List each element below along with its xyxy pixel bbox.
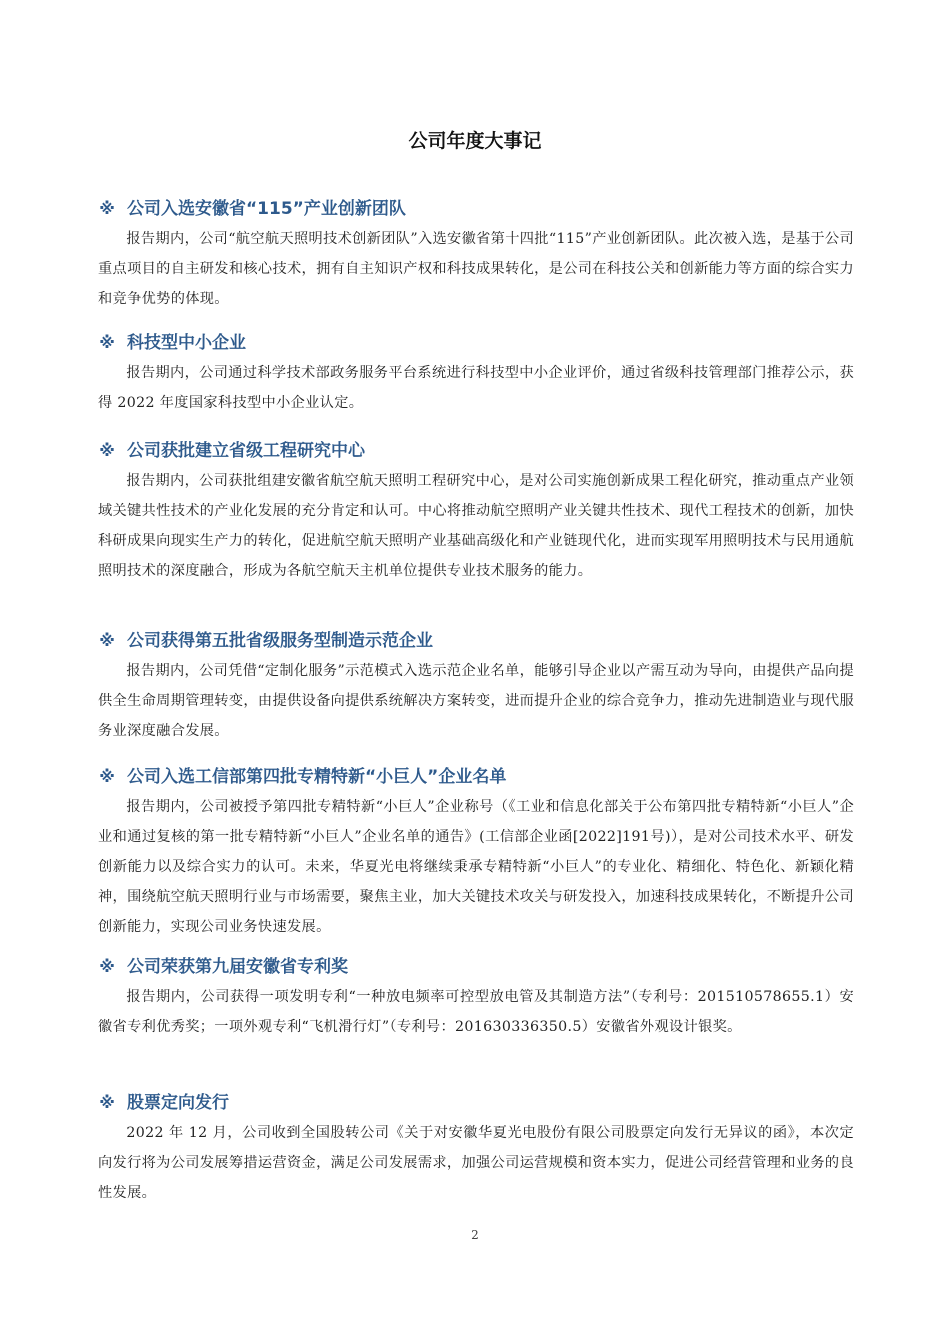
- section-heading-text: 公司获得第五批省级服务型制造示范企业: [127, 631, 433, 651]
- section-heading-text: 公司入选安徽省“115”产业创新团队: [127, 199, 406, 219]
- section-heading-text: 科技型中小企业: [127, 333, 246, 353]
- reference-mark-icon: ※: [99, 1093, 115, 1112]
- section-heading: [98, 628, 854, 654]
- section-115-innovation-team: [98, 196, 854, 314]
- section-heading: [98, 954, 854, 980]
- reference-mark-icon: ※: [99, 631, 115, 650]
- section-heading-text: 公司荣获第九届安徽省专利奖: [127, 957, 348, 977]
- section-body: 报告期内，公司获批组建安徽省航空航天照明工程研究中心，是对公司实施创新成果工程化研究，推动重点产业领域关键共性技术的产业化发展的充分肯定和认可。中心将推动航空照明产业关键共性技术、现代工程技术的创新，加快科研成果向现实生产力的转化，促进航空航天照明产业基础高级化和产业链现代化，进而实现军用照明技术与民用通航照明技术的深度融合，形成为各航空航天主机单位提供专业技术服务的能力。: [98, 473, 854, 579]
- section-body: 报告期内，公司“航空航天照明技术创新团队”入选安徽省第十四批“115”产业创新团队。此次被入选，是基于公司重点项目的自主研发和核心技术，拥有自主知识产权和科技成果转化，是公司在科技公关和创新能力等方面的综合实力和竞争优势的体现。: [98, 231, 854, 307]
- section-body: 报告期内，公司被授予第四批专精特新“小巨人”企业称号（《工业和信息化部关于公布第四批专精特新“小巨人”企业和通过复核的第一批专精特新“小巨人”企业名单的通告》(工信部企业函[2022]191号)），是对公司技术水平、研发创新能力以及综合实力的认可。未来，华夏光电将继续秉承专精特新“小巨人”的专业化、精细化、特色化、新颖化精神，围绕航空航天照明行业与市场需要，聚焦主业，加大关键技术攻关与研发投入，加速科技成果转化，不断提升公司创新能力，实现公司业务快速发展。: [98, 799, 854, 935]
- section-heading: [98, 1090, 854, 1116]
- section-engineering-center: [98, 438, 854, 586]
- page-title: 公司年度大事记: [408, 130, 542, 152]
- reference-mark-icon: ※: [99, 767, 115, 786]
- section-body: 报告期内，公司通过科学技术部政务服务平台系统进行科技型中小企业评价，通过省级科技管理部门推荐公示，获得 2022 年度国家科技型中小企业认定。: [98, 365, 854, 411]
- section-heading: [98, 438, 854, 464]
- reference-mark-icon: ※: [99, 199, 115, 218]
- section-heading-text: 公司入选工信部第四批专精特新“小巨人”企业名单: [127, 767, 507, 787]
- section-heading: [98, 764, 854, 790]
- reference-mark-icon: ※: [99, 957, 115, 976]
- section-heading: [98, 330, 854, 356]
- section-little-giant: [98, 764, 854, 942]
- reference-mark-icon: ※: [99, 441, 115, 460]
- section-patent-award: [98, 954, 854, 1042]
- section-body: 报告期内，公司凭借“定制化服务”示范模式入选示范企业名单，能够引导企业以产需互动为导向，由提供产品向提供全生命周期管理转变，由提供设备向提供系统解决方案转变，进而提升企业的综合竞争力，推动先进制造业与现代服务业深度融合发展。: [98, 663, 854, 739]
- section-heading: [98, 196, 854, 222]
- section-stock-issuance: [98, 1090, 854, 1208]
- section-tech-sme: [98, 330, 854, 418]
- section-body: 报告期内，公司获得一项发明专利“一种放电频率可控型放电管及其制造方法”（专利号：201510578655.1）安徽省专利优秀奖；一项外观专利“飞机滑行灯”（专利号：201630336350.5）安徽省外观设计银奖。: [98, 989, 854, 1035]
- section-service-manufacturing: [98, 628, 854, 746]
- reference-mark-icon: ※: [99, 333, 115, 352]
- section-heading-text: 股票定向发行: [127, 1093, 229, 1113]
- page-number: 2: [471, 1228, 479, 1242]
- section-body: 2022 年 12 月，公司收到全国股转公司《关于对安徽华夏光电股份有限公司股票定向发行无异议的函》，本次定向发行将为公司发展筹措运营资金，满足公司发展需求，加强公司运营规模和资本实力，促进公司经营管理和业务的良性发展。: [98, 1125, 854, 1201]
- section-heading-text: 公司获批建立省级工程研究中心: [127, 441, 365, 461]
